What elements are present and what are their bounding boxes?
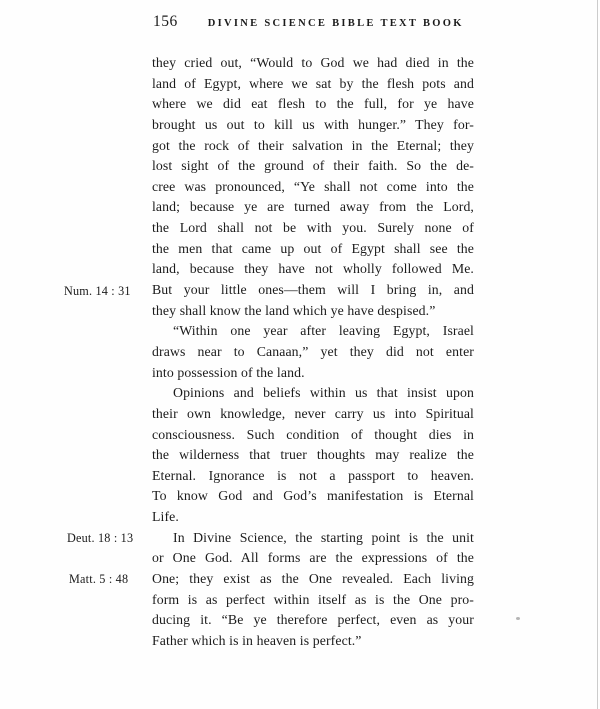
text-line: lost sight of the ground of their faith. So the de- (152, 158, 474, 174)
margin-note-deuteronomy: Deut. 18 : 13 (67, 531, 134, 545)
text-line: ducing it. “Be ye therefore perfect, even as your (152, 612, 474, 628)
text-line: “Within one year after leaving Egypt, Israel (173, 323, 474, 339)
text-line: But your little ones—them will I bring in, and (152, 282, 474, 298)
text-line: land of Egypt, where we sat by the flesh pots and (152, 75, 474, 91)
page-header (153, 13, 475, 31)
text-line: Father which is in heaven is perfect.” (152, 632, 362, 648)
text-line: Opinions and beliefs within us that insist upon (173, 385, 474, 401)
text-line: In Divine Science, the starting point is the unit (173, 529, 474, 545)
text-line: land, because they have not wholly followed Me. (152, 261, 474, 277)
text-line: their own knowledge, never carry us into Spiritual (152, 405, 474, 421)
page-number: 156 (153, 13, 178, 30)
text-line: they cried out, “Would to God we had died in the (152, 55, 474, 70)
text-line: into possession of the land. (152, 364, 305, 380)
margin-note-numbers: Num. 14 : 31 (64, 284, 131, 298)
text-line: draws near to Canaan,” yet they did not enter (152, 343, 474, 359)
text-line: the Lord shall not be with you. Surely none of (152, 220, 474, 236)
running-title: DIVINE SCIENCE BIBLE TEXT BOOK (207, 18, 464, 29)
text-line: Life. (152, 509, 179, 525)
text-line: cree was pronounced, “Ye shall not come into the (152, 178, 474, 194)
text-line: form is as perfect within itself as is the One pro- (152, 591, 474, 607)
text-line: land; because ye are turned away from the Lord, (152, 199, 474, 215)
text-line: the men that came up out of Egypt shall see the (152, 240, 474, 256)
text-line: got the rock of their salvation in the Eternal; they (152, 137, 474, 153)
scan-speck (516, 617, 520, 620)
scan-edge-line (597, 0, 598, 709)
text-line: consciousness. Such condition of thought dies in (152, 426, 474, 442)
text-line: One; they exist as the One revealed. Each living (152, 571, 474, 587)
text-line: the wilderness that truer thoughts may realize the (152, 447, 474, 463)
body-text (152, 53, 474, 652)
text-line: or One God. All forms are the expressions of the (152, 550, 474, 566)
text-line: they shall know the land which ye have despised.” (152, 302, 436, 318)
text-line: brought us out to kill us with hunger.” They for- (152, 116, 474, 132)
text-line: To know God and God’s manifestation is Eternal (152, 488, 474, 504)
text-line: where we did eat flesh to the full, for ye have (152, 96, 474, 112)
text-line: Eternal. Ignorance is not a passport to heaven. (152, 467, 474, 483)
margin-note-matthew: Matt. 5 : 48 (69, 572, 129, 586)
